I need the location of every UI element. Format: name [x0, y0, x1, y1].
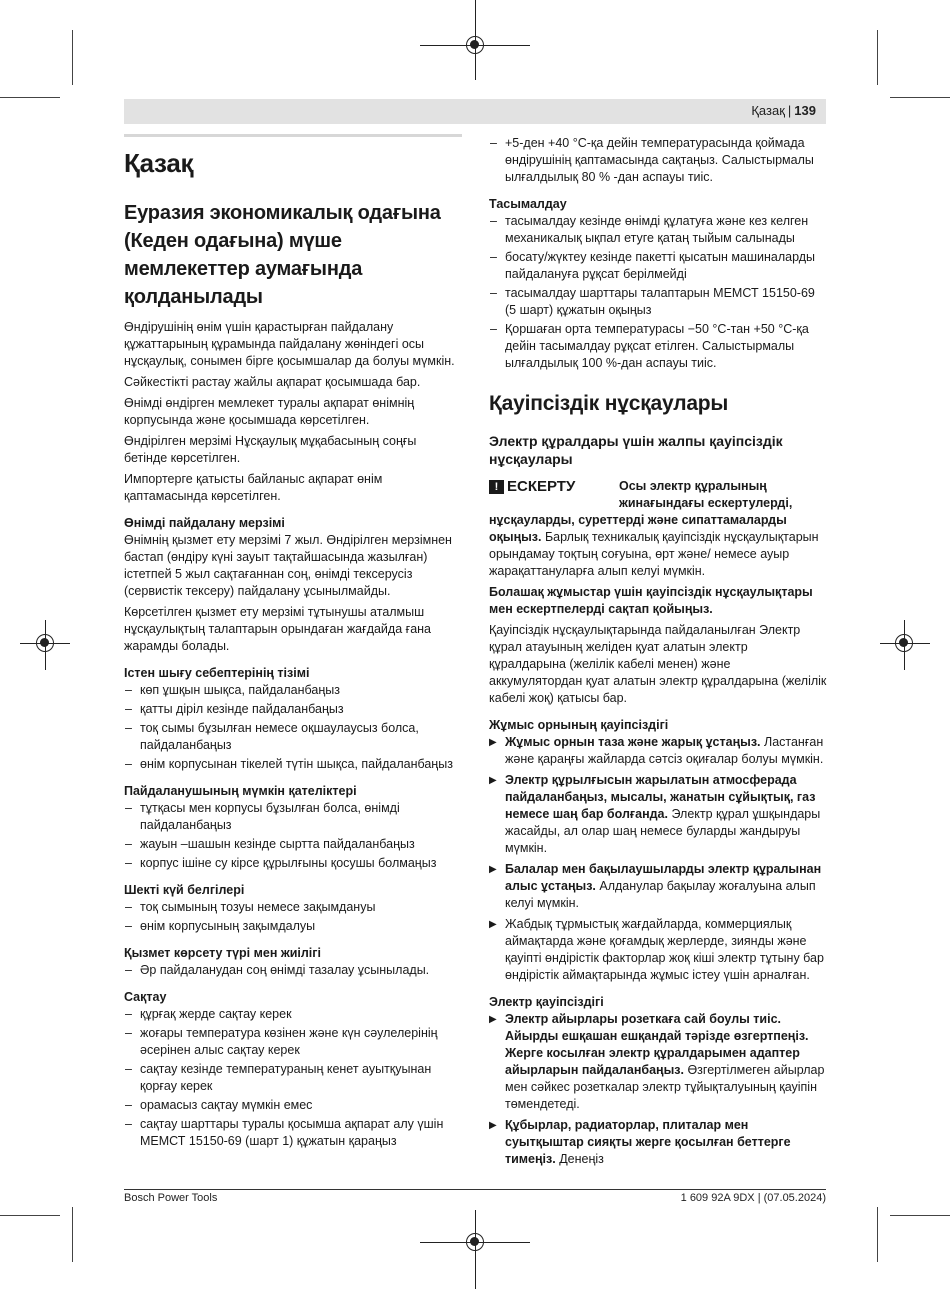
footer-brand: Bosch Power Tools	[124, 1192, 218, 1204]
general-safety-heading: Электр құралдары үшін жалпы қауіпсіздік нұсқаулары	[489, 433, 783, 467]
list-item: – Әр пайдаланудан соң өнімді тазалау ұсынылады.	[124, 962, 462, 979]
safety-item: ▶ Құбырлар, радиаторлар, плиталар мен суытқыштар сияқты жерге қосылған беттерге тимеңіз. Денеңіз	[489, 1118, 791, 1166]
list-item: – орамасыз сақтау мүмкін емес	[124, 1097, 462, 1114]
paragraph: Көрсетілген қызмет ету мерзімі тұтынушы аталмыш нұсқаулықтың талаптарын орындаған жағдайда ғана жарамды болады.	[124, 605, 432, 653]
list-item: – корпус ішіне су кірсе құрылғыны қосушы болмаңыз	[124, 855, 462, 872]
crop-mark	[0, 97, 60, 98]
crop-mark	[72, 30, 73, 85]
warning-side-text: Осы электр құралының жинағындағы ескертулерді,	[619, 479, 793, 510]
page-number: 139	[794, 103, 816, 118]
arrow-bullet-icon: ▶	[489, 1014, 497, 1025]
header-language: Қазақ	[751, 103, 785, 118]
arrow-bullet-icon: ▶	[489, 864, 497, 875]
list-item: – өнім корпусынан тікелей түтін шықса, пайдаланбаңыз	[124, 756, 462, 773]
crop-mark	[890, 1215, 950, 1216]
paragraph: Өндірілген мерзімі Нұсқаулық мұқабасының соңғы бетінде көрсетілген.	[124, 434, 417, 465]
list-item: – сақтау кезінде температураның кенет ауытқуынан қорғау керек	[124, 1061, 462, 1095]
list-item: – тұтқасы мен корпусы бұзылған болса, өнімді пайдаланбаңыз	[124, 800, 462, 834]
paragraph: Өнімнің қызмет ету мерзімі 7 жыл. Өндірілген мерзімнен бастап (өндіру күні зауыт тақтайшасында жазылған) істетпей 5 жыл сақтағаннан соң, өнімді тексерусіз (сервистік тексеру) пайдалану ұсынылмайды.	[124, 533, 452, 598]
registration-mark-icon	[466, 1233, 484, 1251]
section-heading: Еуразия экономикалық одағына (Кеден одағына) мүше мемлекеттер аумағында қолданылады	[124, 202, 441, 308]
keep-instructions: Болашақ жұмыстар үшін қауіпсіздік нұсқаулықтары мен ескертпелерді сақтап қойыңыз.	[489, 585, 813, 616]
list-item: – босату/жүктеу кезінде пакетті қысатын машиналарды пайдалануға рұқсат берілмейді	[489, 249, 827, 283]
subheading: Пайдаланушының мүмкін қателіктері	[124, 784, 357, 798]
crop-mark	[0, 1215, 60, 1216]
crop-mark	[877, 1207, 878, 1262]
safety-item: ▶ Балалар мен бақылаушыларды электр құралынан алыс ұстаңыз. Алданулар бақылау жоғалуына алып келуі мүмкін.	[489, 862, 822, 910]
subheading: Сақтау	[124, 990, 167, 1004]
right-column	[489, 135, 827, 1172]
registration-mark-icon	[895, 634, 913, 652]
arrow-bullet-icon: ▶	[489, 737, 497, 748]
safety-title: Қауіпсіздік нұсқаулары	[489, 392, 729, 415]
arrow-bullet-icon: ▶	[489, 1120, 497, 1131]
section-rule	[124, 134, 462, 137]
subheading: Өнімді пайдалану мерзімі	[124, 516, 285, 530]
warning-label: ! ЕСКЕРТУ	[489, 478, 619, 495]
list-item: – сақтау шарттары туралы қосымша ақпарат алу үшін МЕМСТ 15150-69 (шарт 1) құжатын қараңыз	[124, 1116, 462, 1150]
list-item: – көп ұшқын шықса, пайдаланбаңыз	[124, 682, 462, 699]
paragraph: Импортерге қатысты байланыс ақпарат өнім қаптамасында көрсетілген.	[124, 472, 383, 503]
list-item: – жауын –шашын кезінде сыртта пайдаланбаңыз	[124, 836, 462, 853]
safety-item: ▶ Электр құрылғысын жарылатын атмосферада пайдаланбаңыз, мысалы, жанатын сұйықтық, газ немесе шаң бар болғанда. Электр құрал ұшқындары жасайды, ал олар шаң немесе буларды жандыруы мүмкін.	[489, 773, 821, 855]
header-text: Қазақ | 139	[751, 103, 816, 118]
paragraph: Қауіпсіздік нұсқаулықтарында пайдаланылған Электр құрал атауының желіден қуат алатын электр құралдарына (желілік кабелі менен) және аккумулятордан қуат алатын электр құралдарына (желілік кабелі жоқ) қатысы бар.	[489, 623, 827, 705]
warning-bold-text: нұсқауларды, суреттерді және сипаттамаларды	[489, 513, 787, 527]
left-column	[124, 142, 462, 1152]
footer-document-id: 1 609 92A 9DX | (07.05.2024)	[680, 1192, 826, 1204]
subheading: Істен шығу себептерінің тізімі	[124, 666, 310, 680]
list-item: – тасымалдау шарттары талаптарын МЕМСТ 15150-69 (5 шарт) құжатын оқыңыз	[489, 285, 827, 319]
list-item: – +5-ден +40 °C-қа дейін температурасында қоймада өндірушінің қаптамасында сақтаңыз. Салыстырмалы ылғалдылық 80 % -дан аспауы тиіс.	[489, 135, 827, 186]
arrow-bullet-icon: ▶	[489, 775, 497, 786]
list-item: – тоқ сымы бұзылған немесе оқшаулаусыз болса, пайдаланбаңыз	[124, 720, 462, 754]
list-item: – тоқ сымының тозуы немесе зақымдануы	[124, 899, 462, 916]
paragraph: Өндірушінің өнім үшін қарастырған пайдалану құжаттарының құрамында пайдалану жөніндегі осы нұсқаулық, сонымен бірге қосымшалар да болуы мүмкін.	[124, 320, 455, 368]
footer-rule	[124, 1189, 826, 1190]
list-item: – жоғары температура көзінен және күн сәулелерінің әсерінен алыс сақтау керек	[124, 1025, 462, 1059]
list-item: – Қоршаған орта температурасы −50 °C-тан +50 °C-қа дейін тасымалдау рұқсат етілген. Салыстырмалы ылғалдылық 100 %-дан аспауы тиіс.	[489, 321, 827, 372]
subheading: Тасымалдау	[489, 197, 567, 211]
safety-item: ▶ Жұмыс орнын таза және жарық ұстаңыз. Ластанған және қараңғы жайларда сәтсіз оқиғалар болуы мүмкін.	[489, 735, 824, 766]
subheading: Электр қауіпсіздігі	[489, 995, 604, 1009]
list-item: – құрғақ жерде сақтау керек	[124, 1006, 462, 1023]
paragraph: Өнімді өндірген мемлекет туралы ақпарат өнімнің корпусында және қосымшада көрсетілген.	[124, 396, 415, 427]
crop-mark	[877, 30, 878, 85]
page-title: Қазақ	[124, 148, 194, 178]
crop-mark	[890, 97, 950, 98]
subheading: Қызмет көрсету түрі мен жиілігі	[124, 946, 321, 960]
page-header	[124, 99, 826, 124]
list-item: – өнім корпусының зақымдалуы	[124, 918, 462, 935]
safety-item: ▶ Жабдық тұрмыстық жағдайларда, коммерциялық аймақтарда және қоғамдық жерлерде, зиянды және қауіпті өндірістік факторлар жоқ кіші электр тұтыну бар өндірістік аймақтарында жұмыс істеу үшін арналған.	[489, 917, 824, 982]
list-item: – қатты діріл кезінде пайдаланбаңыз	[124, 701, 462, 718]
registration-mark-icon	[36, 634, 54, 652]
crop-mark	[72, 1207, 73, 1262]
subheading: Шекті күй белгілері	[124, 883, 245, 897]
warning-triangle-icon: !	[489, 480, 504, 494]
warning-text: оқыңыз. Барлық техникалық қауіпсіздік нұсқаулықтарын орындамау тоқтың соғуына, өрт және/ немесе ауыр жарақаттануларға алып келуі мүмкін.	[489, 530, 819, 578]
subheading: Жұмыс орнының қауіпсіздігі	[489, 718, 669, 732]
arrow-bullet-icon: ▶	[489, 919, 497, 930]
registration-mark-icon	[466, 36, 484, 54]
warning-block	[489, 478, 827, 512]
safety-item: ▶ Электр айырлары розеткаға сай боулы тиіс. Айырды ешқашан ешқандай тәрізде өзгертпеңіз. Жерге косылған электр құралдарымен адаптер айырларын пайдаланбаңыз. Өзгертілмеген айырлар мен сәйкес розеткалар электр тұйықталуының қауіпін төмендетеді.	[489, 1012, 825, 1111]
list-item: – тасымалдау кезінде өнімді құлатуға және кез келген механикалық ықпал етуге қатаң тыйым салынады	[489, 213, 827, 247]
paragraph: Сәйкестікті растау жайлы ақпарат қосымшада бар.	[124, 375, 421, 389]
